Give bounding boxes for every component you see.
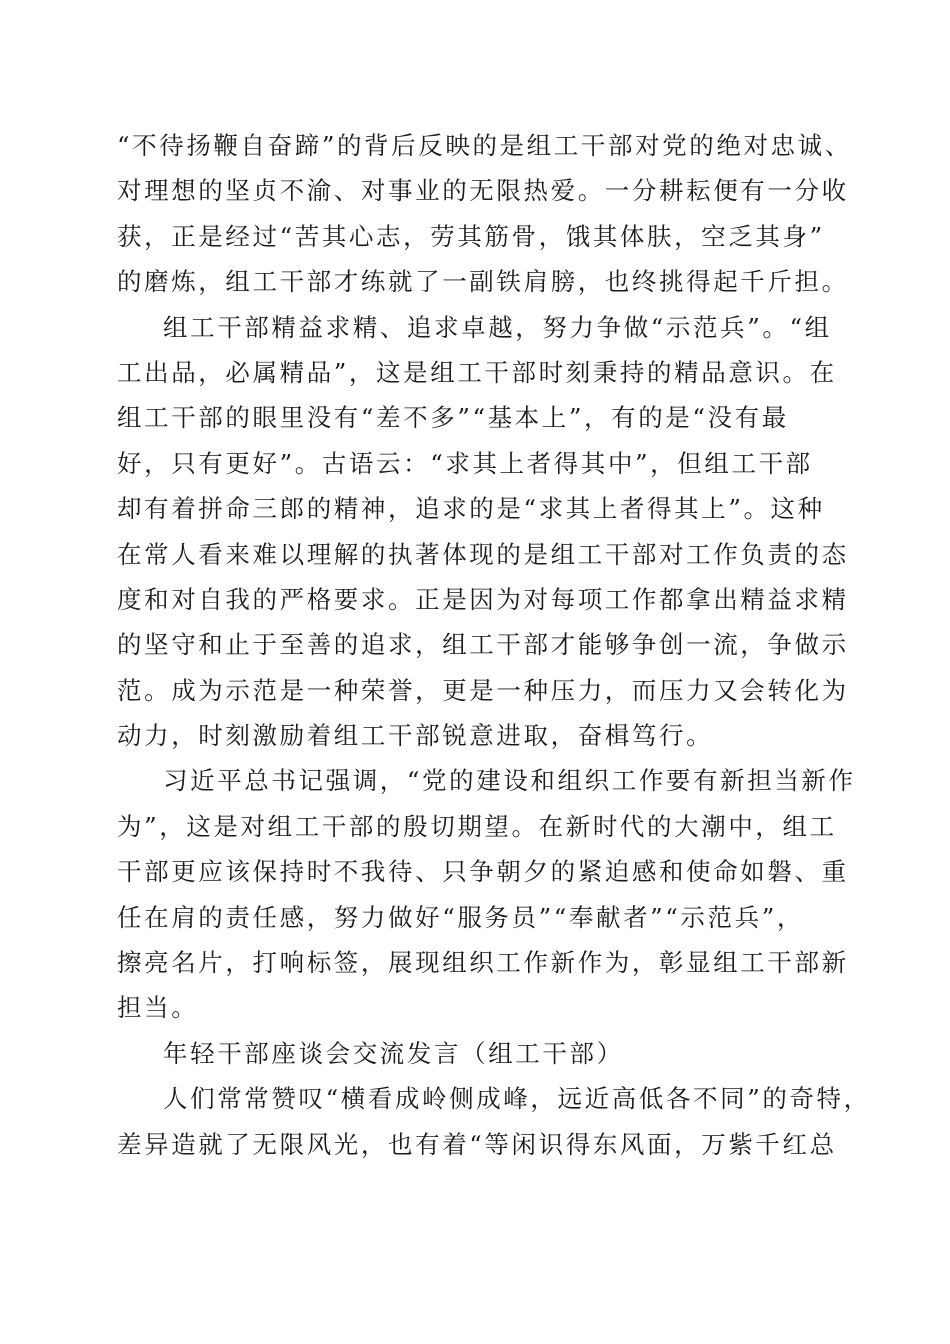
text-line: 范。成为示范是一种荣誉，更是一种压力，而压力又会转化为	[117, 675, 849, 705]
text-line: 好，只有更好”。古语云：“求其上者得其中”，但组工干部	[117, 448, 813, 478]
text-line: 度和对自我的严格要求。正是因为对每项工作都拿出精益求精	[117, 584, 849, 614]
text-line: 获，正是经过“苦其心志，劳其筋骨，饿其体肤，空乏其身”	[117, 221, 825, 251]
text-line: 工出品，必属精品”，这是组工干部时刻秉持的精品意识。在	[117, 357, 837, 387]
text-line: 担当。	[117, 993, 199, 1023]
text-line: 差异造就了无限风光，也有着“等闲识得东风面，万紫千红总	[117, 1129, 837, 1159]
text-line: 动力，时刻激励着组工干部锐意进取，奋楫笃行。	[117, 721, 714, 751]
text-line: 干部更应该保持时不我待、只争朝夕的紧迫感和使命如磐、重	[117, 857, 849, 887]
text-line: 对理想的坚贞不渝、对事业的无限热爱。一分耕耘便有一分收	[117, 176, 849, 206]
text-line: 组工干部的眼里没有“差不多”“基本上”，有的是“没有最	[117, 403, 789, 433]
text-line: 的坚守和止于至善的追求，组工干部才能够争创一流，争做示	[117, 630, 849, 660]
text-line: 却有着拼命三郎的精神，追求的是“求其上者得其上”。这种	[117, 494, 825, 524]
text-line: 的磨炼，组工干部才练就了一副铁肩膀，也终挑得起千斤担。	[117, 267, 849, 297]
text-line: “不待扬鞭自奋蹄”的背后反映的是组工干部对党的绝对忠诚、	[117, 131, 852, 160]
document-body	[117, 123, 871, 1167]
text-line: 擦亮名片，打响标签，展现组织工作新作为，彰显组工干部新	[117, 948, 849, 978]
paragraph-start-line: 习近平总书记强调，“党的建设和组织工作要有新担当新作	[163, 766, 856, 796]
text-line: 为”，这是对组工干部的殷切期望。在新时代的大潮中，组工	[117, 811, 837, 841]
text-line: 任在肩的责任感，努力做好“服务员”“奉献者”“示范兵”，	[117, 902, 804, 932]
section-title: 年轻干部座谈会交流发言（组工干部）	[163, 1038, 624, 1068]
paragraph-start-line: 人们常常赞叹“横看成岭侧成峰，远近高低各不同”的奇特，	[163, 1084, 871, 1114]
paragraph-start-line: 组工干部精益求精、追求卓越，努力争做“示范兵”。“组	[163, 312, 832, 342]
text-line: 在常人看来难以理解的执著体现的是组工干部对工作负责的态	[117, 539, 849, 569]
